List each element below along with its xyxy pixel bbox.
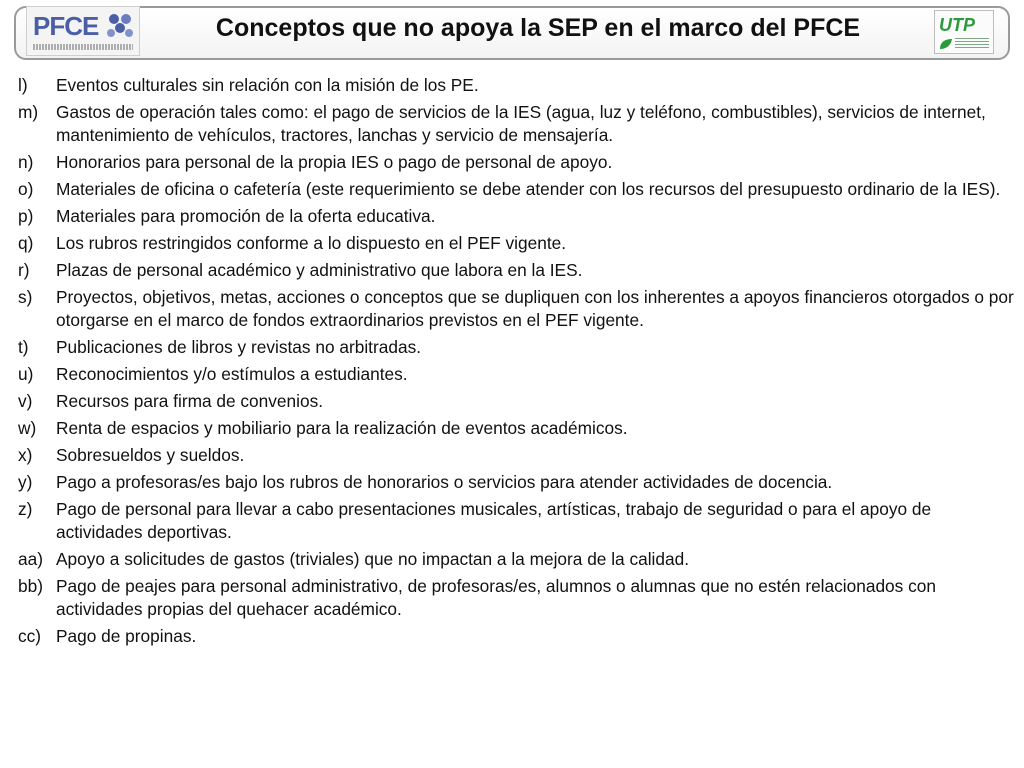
- list-item-marker: z): [18, 499, 33, 519]
- list-item: [18, 178, 1014, 201]
- list-item: [18, 625, 1014, 648]
- list-item-text: Proyectos, objetivos, metas, acciones o conceptos que se dupliquen con los inherentes a apoyos financieros otorgados o por otorgarse en el marco de fondos extraordinarios previstos en el PEF vigente.: [56, 287, 1014, 330]
- pfce-logo: [26, 6, 140, 56]
- list-item-marker: aa): [18, 549, 43, 569]
- list-item-marker: v): [18, 391, 33, 411]
- page-title: Conceptos que no apoya la SEP en el marco del PFCE: [215, 14, 861, 42]
- utp-logo-tagline: [955, 38, 989, 48]
- list-item-marker: w): [18, 418, 37, 438]
- list-item-marker: t): [18, 337, 29, 357]
- list-item: [18, 548, 1014, 571]
- list-item: [18, 363, 1014, 386]
- list-item-marker: u): [18, 364, 34, 384]
- list-item-marker: y): [18, 472, 33, 492]
- utp-logo-text: UTP: [939, 15, 975, 35]
- list-item: [18, 101, 1014, 147]
- list-item: [18, 286, 1014, 332]
- leaf-emblem-icon: [939, 38, 953, 50]
- list-item-text: Los rubros restringidos conforme a lo dispuesto en el PEF vigente.: [56, 233, 567, 253]
- people-cluster-icon: [105, 11, 135, 41]
- list-item: [18, 336, 1014, 359]
- list-item-marker: n): [18, 152, 34, 172]
- list-item-text: Pago de peajes para personal administrativo, de profesoras/es, alumnos o alumnas que no estén relacionados con actividades propias del quehacer académico.: [56, 576, 936, 619]
- list-item-text: Honorarios para personal de la propia IES o pago de personal de apoyo.: [56, 152, 613, 172]
- list-item-marker: l): [18, 75, 28, 95]
- list-item-text: Sobresueldos y sueldos.: [56, 445, 245, 465]
- list-item-text: Pago de personal para llevar a cabo presentaciones musicales, artísticas, trabajo de seguridad o para el apoyo de actividades deportivas.: [56, 499, 932, 542]
- list-item: [18, 471, 1014, 494]
- list-item-text: Plazas de personal académico y administrativo que labora en la IES.: [56, 260, 583, 280]
- list-item: [18, 444, 1014, 467]
- list-item-text: Materiales de oficina o cafetería (este requerimiento se debe atender con los recursos del presupuesto ordinario de la IES).: [56, 179, 1001, 199]
- list-item-marker: m): [18, 102, 39, 122]
- list-item: [18, 151, 1014, 174]
- list-item-text: Publicaciones de libros y revistas no arbitradas.: [56, 337, 422, 357]
- list-item: [18, 417, 1014, 440]
- concept-list: [18, 74, 1014, 652]
- list-item-marker: o): [18, 179, 34, 199]
- list-item-marker: bb): [18, 576, 43, 596]
- list-item-text: Reconocimientos y/o estímulos a estudiantes.: [56, 364, 408, 384]
- list-item-text: Renta de espacios y mobiliario para la realización de eventos académicos.: [56, 418, 628, 438]
- list-item-marker: x): [18, 445, 33, 465]
- list-item: [18, 498, 1014, 544]
- list-item: [18, 205, 1014, 228]
- utp-logo: [934, 10, 994, 54]
- list-item: [18, 232, 1014, 255]
- list-item-text: Pago de propinas.: [56, 626, 197, 646]
- list-item-text: Recursos para firma de convenios.: [56, 391, 324, 411]
- list-item-text: Pago a profesoras/es bajo los rubros de honorarios o servicios para atender actividades de docencia.: [56, 472, 833, 492]
- list-item-marker: q): [18, 233, 34, 253]
- list-item: [18, 259, 1014, 282]
- pfce-logo-tagline: [33, 44, 133, 50]
- list-item-text: Gastos de operación tales como: el pago de servicios de la IES (agua, luz y teléfono, combustibles), servicios de internet, mantenimiento de vehículos, tractores, lanchas y servicio de mensajería.: [56, 102, 986, 145]
- list-item-marker: cc): [18, 626, 42, 646]
- list-item-text: Materiales para promoción de la oferta educativa.: [56, 206, 436, 226]
- list-item-text: Apoyo a solicitudes de gastos (triviales) que no impactan a la mejora de la calidad.: [56, 549, 690, 569]
- list-item: [18, 74, 1014, 97]
- list-item-marker: p): [18, 206, 34, 226]
- list-item: [18, 575, 1014, 621]
- list-item-text: Eventos culturales sin relación con la misión de los PE.: [56, 75, 479, 95]
- list-item-marker: r): [18, 260, 30, 280]
- pfce-logo-text: PFCE: [33, 11, 99, 41]
- list-item: [18, 390, 1014, 413]
- list-item-marker: s): [18, 287, 33, 307]
